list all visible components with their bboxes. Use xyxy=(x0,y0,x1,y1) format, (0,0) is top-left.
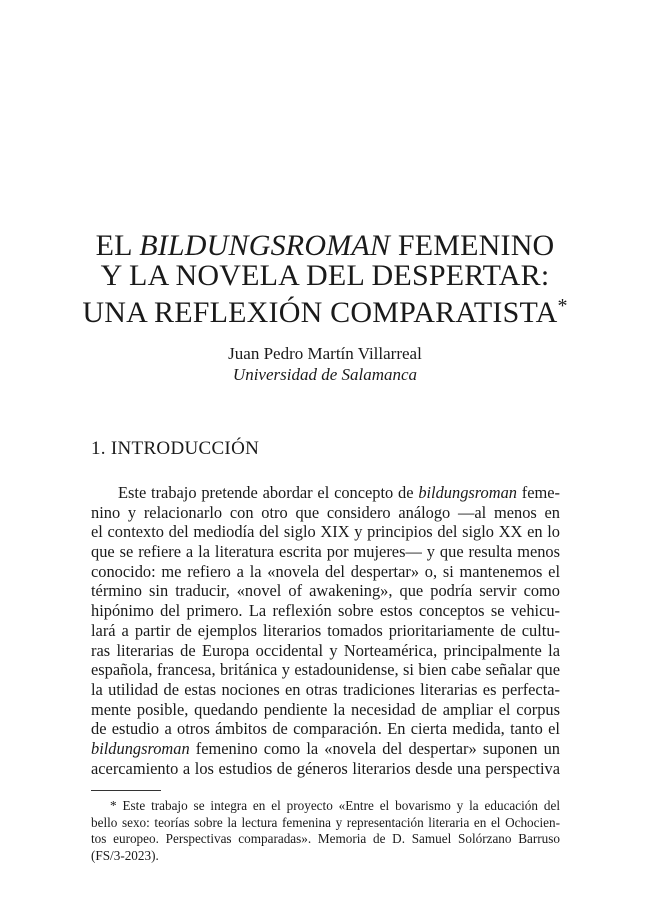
title-line-1-italic: BILDUNGSROMAN xyxy=(139,229,391,262)
body-line: acercamiento a los estudios de géneros literarios desde una perspectiva xyxy=(91,758,560,778)
body-paragraph xyxy=(91,483,560,778)
body-italic-term: bildungsroman xyxy=(91,738,190,758)
body-text-run: feme- xyxy=(516,483,560,502)
body-line: nino y relacionarlo con otro que considero análogo —al menos en xyxy=(91,502,560,522)
chapter-title xyxy=(0,231,650,328)
title-line-1 xyxy=(0,231,650,261)
section-heading: 1. INTRODUCCIÓN xyxy=(91,438,260,459)
body-line: española, francesa, británica y estadounidense, si bien cabe señalar que xyxy=(91,660,560,680)
body-line: la utilidad de estas nociones en otras tradiciones literarias es perfecta- xyxy=(91,679,560,699)
body-line: ras literarias de Europa occidental y Norteamérica, principalmente la xyxy=(91,640,560,660)
body-line: mente posible, quedando pendiente la necesidad de ampliar el corpus xyxy=(91,699,560,719)
footnote-separator xyxy=(91,790,161,791)
body-line: el contexto del mediodía del siglo XIX y principios del siglo XX en lo xyxy=(91,522,560,542)
body-italic-term: bildungsroman xyxy=(418,483,517,502)
body-line: hipónimo del primero. La reflexión sobre estos conceptos se vehicu- xyxy=(91,601,560,621)
author-name: Juan Pedro Martín Villarreal xyxy=(228,344,422,363)
title-footnote-marker[interactable]: * xyxy=(557,295,568,317)
body-line xyxy=(91,483,560,503)
body-text-run: femenino como la «novela del despertar» suponen un xyxy=(189,738,560,758)
footnote-line: tos europeo. Perspectivas comparadas». Memoria de D. Samuel Solórzano Barruso xyxy=(91,831,560,846)
footnote-line: * Este trabajo se integra en el proyecto «Entre el bovarismo y la educación del xyxy=(110,798,560,813)
body-line: conocido: me refiero a la «novela del despertar» o, si mantenemos el xyxy=(91,561,560,581)
title-line-3-text: UNA REFLEXIÓN COMPARATISTA xyxy=(82,296,558,329)
body-line: que se refiere a la literatura escrita por mujeres— y que resulta menos xyxy=(91,542,560,562)
body-line: lará a partir de ejemplos literarios tomados prioritariamente de cultu- xyxy=(91,620,560,640)
footnote-line: bello sexo: teorías sobre la lectura femenina y representación literaria en el Ochocien- xyxy=(91,814,560,830)
body-line: de estudio a otros ámbitos de comparación. En cierta medida, tanto el xyxy=(91,719,560,739)
author-affiliation: Universidad de Salamanca xyxy=(232,365,418,384)
footnote-line: (FS/3-2023). xyxy=(91,847,159,863)
title-line-1-prefix: EL xyxy=(95,229,140,262)
title-line-1-suffix: FEMENINO xyxy=(390,229,555,262)
body-text-run: Este trabajo pretende abordar el concepto de xyxy=(118,483,419,502)
title-line-2: Y LA NOVELA DEL DESPERTAR: xyxy=(100,259,550,292)
body-line xyxy=(91,739,560,759)
body-line: término sin traducir, «novel of awakening», que podría servir como xyxy=(91,581,560,601)
title-line-3 xyxy=(0,291,650,328)
footnote xyxy=(91,798,560,864)
